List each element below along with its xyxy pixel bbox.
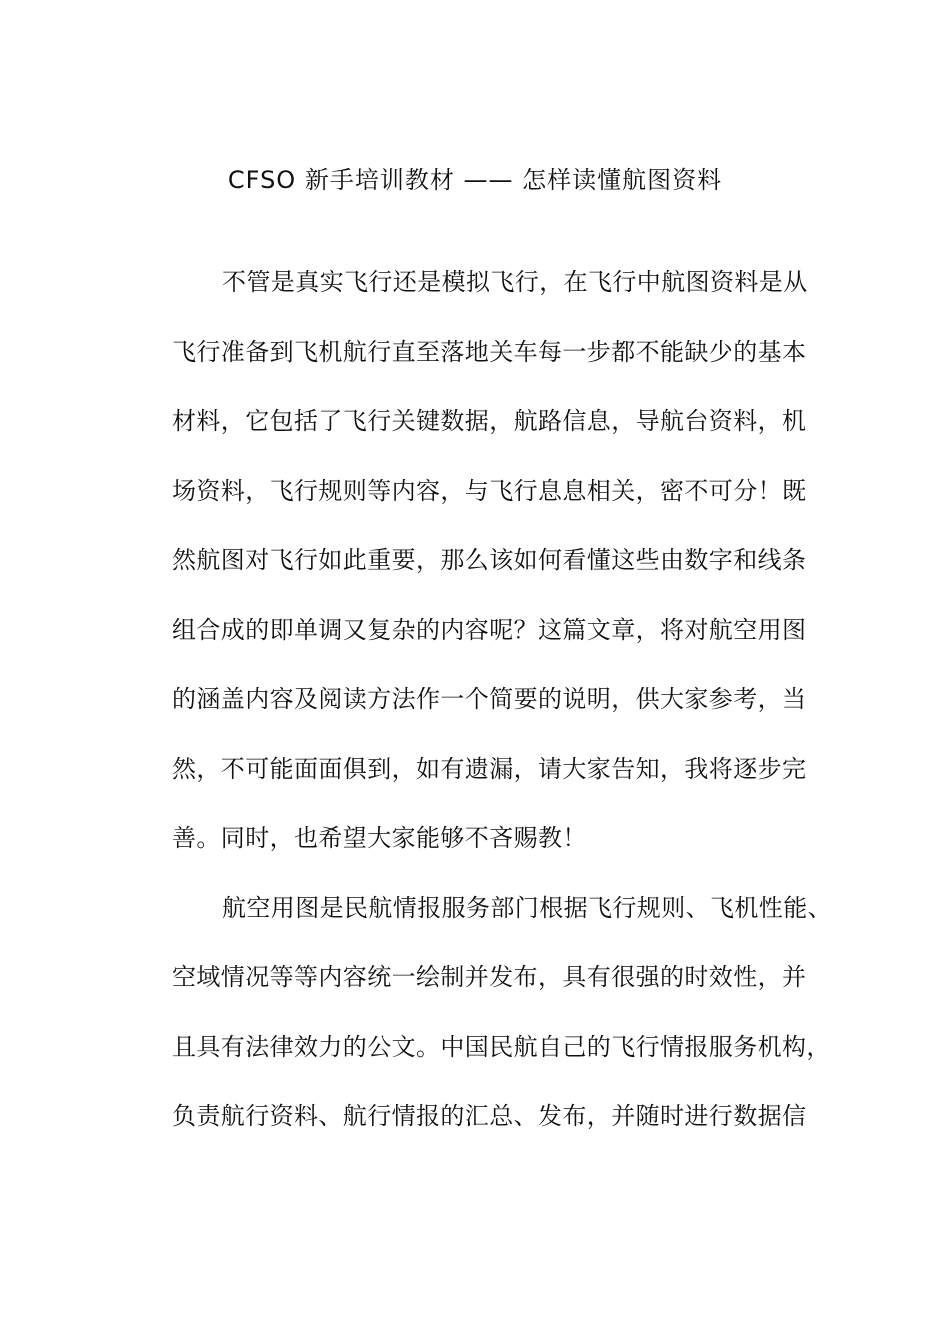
text-line: 且具有法律效力的公文。中国民航自己的飞行情报服务机构，	[172, 1032, 831, 1061]
document-title: CFSO 新手培训教材 —— 怎样读懂航图资料	[227, 166, 723, 194]
document-body	[172, 248, 832, 1152]
text-line: 航空用图是民航情报服务部门根据飞行规则、飞机性能、	[222, 893, 832, 922]
text-line: 善。同时，也希望大家能够不吝赐教！	[172, 824, 587, 852]
text-line: 空域情况等等内容统一绘制并发布，具有很强的时效性，并	[172, 963, 807, 991]
text-line: 的涵盖内容及阅读方法作一个简要的说明，供大家参考，当	[172, 685, 807, 713]
text-line: 然航图对飞行如此重要，那么该如何看懂这些由数字和线条	[172, 546, 807, 574]
paragraph-1	[172, 248, 832, 874]
text-line: 负责航行资料、航行情报的汇总、发布，并随时进行数据信	[172, 1102, 807, 1130]
text-line: 然，不可能面面俱到，如有遗漏，请大家告知，我将逐步完	[172, 754, 807, 783]
text-line: 飞行准备到飞机航行直至落地关车每一步都不能缺少的基本	[172, 337, 807, 366]
text-line: 材料，它包括了飞行关键数据，航路信息，导航台资料，机	[172, 407, 807, 435]
text-line: 场资料，飞行规则等内容，与飞行息息相关，密不可分！既	[172, 476, 807, 505]
paragraph-2	[172, 874, 832, 1152]
text-line: 不管是真实飞行还是模拟飞行，在飞行中航图资料是从	[222, 268, 808, 296]
text-line: 组合成的即单调又复杂的内容呢？这篇文章，将对航空用图	[172, 615, 807, 644]
